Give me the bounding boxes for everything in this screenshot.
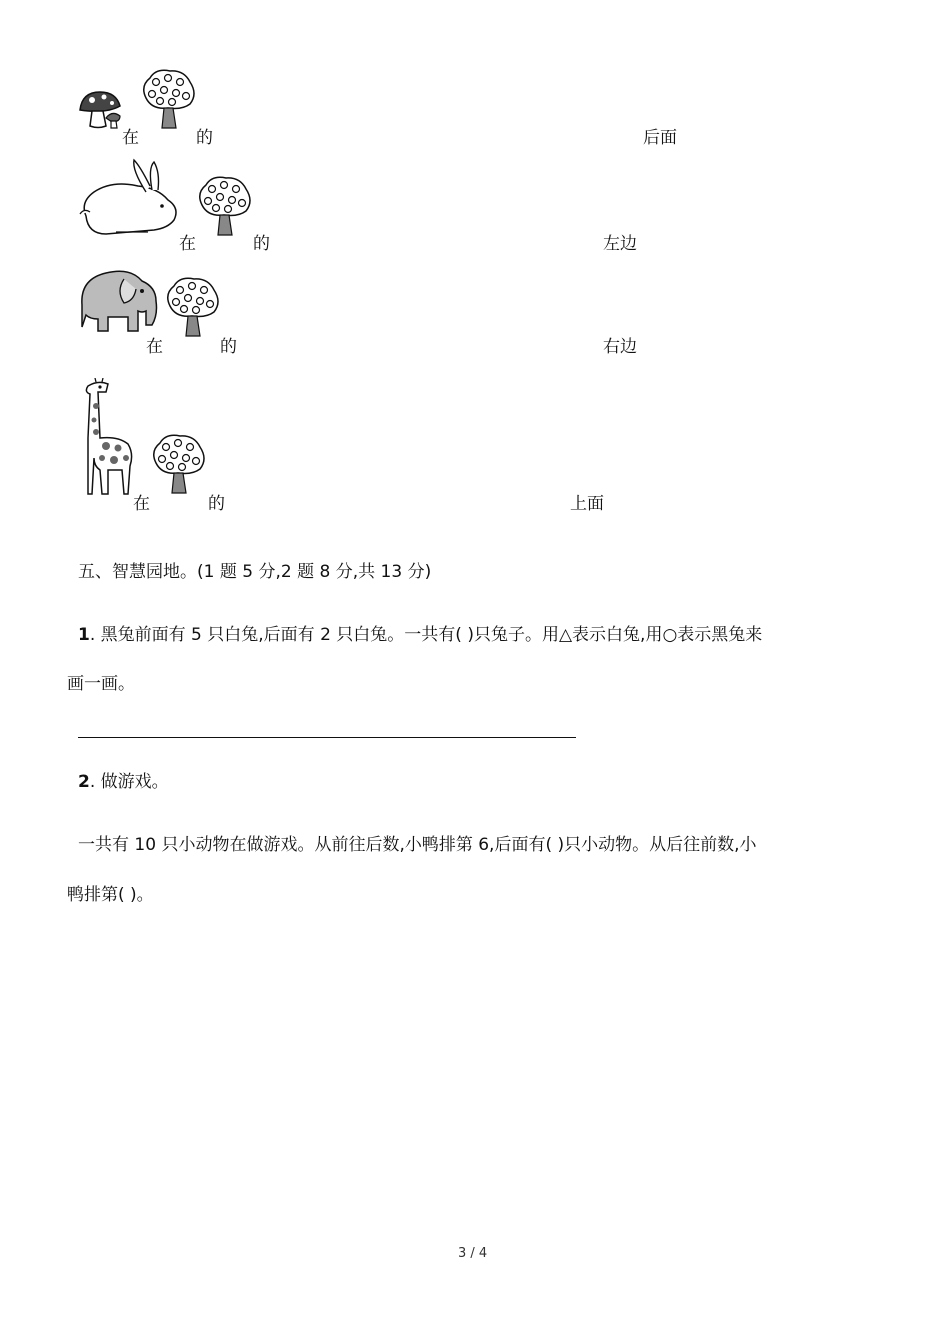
question2-line1: 一共有 10 只小动物在做游戏。从前往后数,小鸭排第 6,后面有( )只小动物。从后往前数,小 (78, 835, 757, 855)
row4-zai: 在 (133, 494, 150, 514)
question2-line2: 鸭排第( )。 (67, 885, 154, 905)
mushroom-image (76, 88, 124, 130)
row1-direction: 后面 (643, 128, 677, 148)
row2-de: 的 (253, 234, 270, 254)
answer-line[interactable] (78, 737, 576, 738)
row2-direction: 左边 (603, 234, 637, 254)
row1-zai: 在 (122, 128, 139, 148)
rabbit-image (76, 158, 180, 238)
apple-tree-image (162, 276, 222, 338)
row4-direction: 上面 (570, 494, 604, 514)
row3-direction: 右边 (603, 337, 637, 357)
page-number: 3 / 4 (458, 1246, 488, 1261)
apple-tree-image (148, 433, 208, 495)
row2-zai: 在 (179, 234, 196, 254)
question1-line1 (78, 620, 762, 645)
question2-title (78, 767, 169, 792)
row1-de: 的 (196, 128, 213, 148)
apple-tree-image (138, 68, 198, 130)
row3-de: 的 (220, 337, 237, 357)
row3-zai: 在 (146, 337, 163, 357)
question1-text: . 黑兔前面有 5 只白兔,后面有 2 只白兔。一共有( )只兔子。用△表示白兔,用○表示黑兔来 (89, 625, 763, 645)
question2-number: 2 (78, 772, 90, 792)
row4-de: 的 (208, 494, 225, 514)
elephant-image (76, 265, 162, 337)
question1-number: 1 (78, 625, 90, 645)
giraffe-image (78, 378, 136, 496)
question1-line2: 画一画。 (67, 674, 135, 694)
question2-title-text: . 做游戏。 (89, 772, 169, 792)
section5-heading: 五、智慧园地。(1 题 5 分,2 题 8 分,共 13 分) (78, 562, 432, 582)
apple-tree-image (194, 175, 254, 237)
